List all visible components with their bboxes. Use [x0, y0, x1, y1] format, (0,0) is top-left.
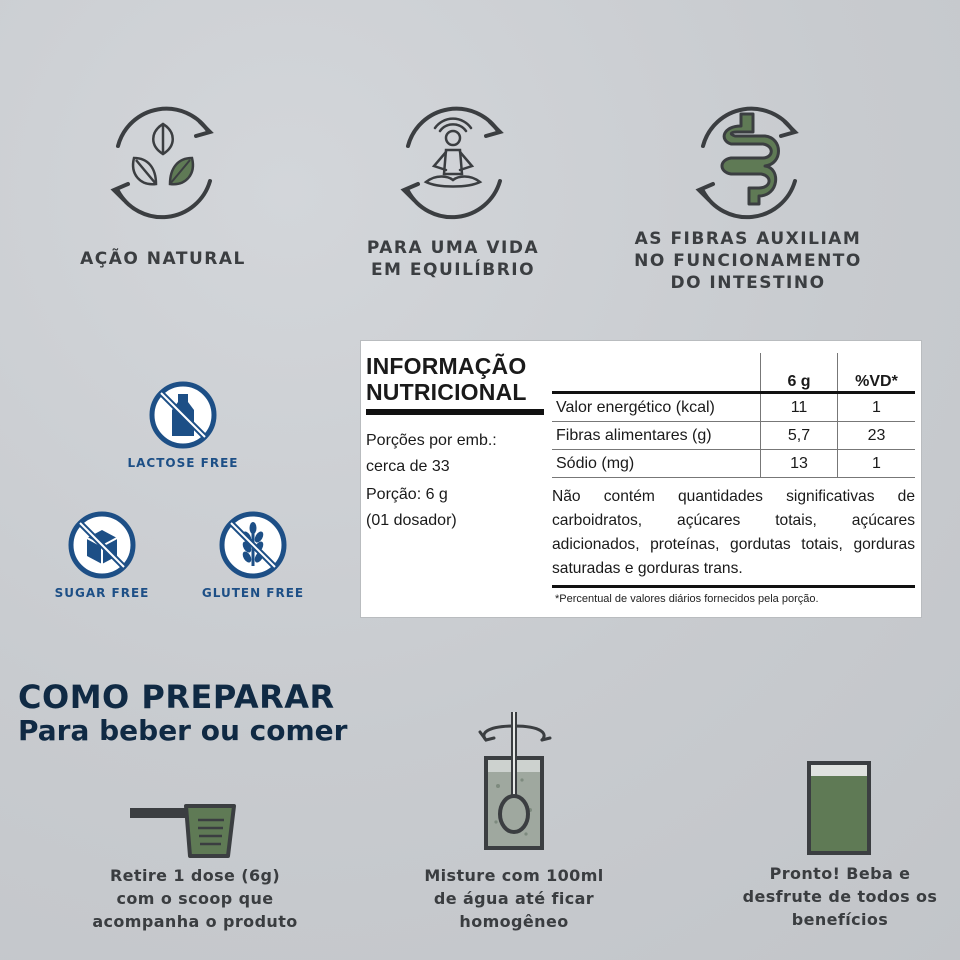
- servings-per-pack-value: cerca de 33: [366, 458, 450, 475]
- sugar-free-label: SUGAR FREE: [54, 586, 150, 600]
- nutrition-facts-panel: [360, 340, 922, 618]
- servings-per-pack-label: Porções por emb.:: [366, 432, 497, 449]
- step-text-line: Pronto! Beba e: [769, 864, 911, 883]
- leaves-cycle-icon: [98, 96, 228, 226]
- benefit-label-line: PARA UMA VIDA: [366, 238, 540, 258]
- step-text-line: com o scoop que: [116, 889, 274, 908]
- benefit-label-line: AS FIBRAS AUXILIAM: [634, 229, 862, 249]
- meditation-icon: [388, 96, 518, 226]
- nutrient-name: Sódio (mg): [552, 450, 761, 478]
- step-text-line: desfrute de todos os: [742, 887, 938, 906]
- gluten-free-label: GLUTEN FREE: [201, 586, 305, 600]
- nutrition-title-line: INFORMAÇÃO: [366, 353, 527, 379]
- step-3-text: [726, 862, 954, 931]
- nutrient-dv: 1: [838, 393, 916, 422]
- step-text-line: de água até ficar: [433, 889, 595, 908]
- title-divider: [366, 409, 544, 415]
- nutrient-amount: 13: [761, 450, 838, 478]
- table-row: [552, 393, 915, 422]
- nutrient-dv: 23: [838, 422, 916, 450]
- step-1-text: [70, 864, 320, 933]
- benefit-label-balance: [348, 237, 558, 281]
- benefit-label-line: DO INTESTINO: [670, 273, 826, 293]
- step-2-text: [396, 864, 632, 933]
- step-text-line: Misture com 100ml: [424, 866, 604, 885]
- prepare-title: COMO PREPARAR: [18, 678, 335, 716]
- sugar-free-icon: [67, 510, 137, 580]
- nutrient-name: Fibras alimentares (g): [552, 422, 761, 450]
- lactose-free-label: LACTOSE FREE: [127, 456, 239, 470]
- intestine-icon: [683, 96, 813, 226]
- step-text-line: acompanha o produto: [92, 912, 298, 931]
- nutrition-footnote: *Percentual de valores diários fornecidos pela porção.: [555, 593, 819, 605]
- table-row: [552, 422, 915, 450]
- column-header-dv: %VD*: [838, 353, 916, 393]
- nutrition-table-header: [552, 353, 915, 393]
- footnote-divider: [552, 585, 915, 588]
- gluten-free-icon: [218, 510, 288, 580]
- prepare-subtitle: Para beber ou comer: [18, 714, 348, 747]
- nutrition-title: [366, 353, 527, 405]
- nutrient-dv: 1: [838, 450, 916, 478]
- benefit-label-natural: [73, 248, 253, 270]
- nutrition-table: [552, 353, 915, 478]
- benefit-label-line: AÇÃO NATURAL: [80, 249, 246, 269]
- step-text-line: Retire 1 dose (6g): [109, 866, 281, 885]
- lactose-free-icon: [148, 380, 218, 450]
- benefit-label-fibers: [620, 228, 876, 294]
- nutrient-name: Valor energético (kcal): [552, 393, 761, 422]
- nutrition-title-line: NUTRICIONAL: [366, 379, 527, 405]
- full-glass-icon: [806, 760, 872, 856]
- benefit-label-line: NO FUNCIONAMENTO: [634, 251, 862, 271]
- scoop-icon: [128, 800, 238, 860]
- nutrient-amount: 5,7: [761, 422, 838, 450]
- stirring-glass-icon: [472, 710, 556, 852]
- serving-measure: (01 dosador): [366, 512, 457, 529]
- step-text-line: benefícios: [791, 910, 889, 929]
- table-row: [552, 450, 915, 478]
- serving-size: Porção: 6 g: [366, 486, 448, 503]
- step-text-line: homogêneo: [459, 912, 569, 931]
- column-header-amount: 6 g: [761, 353, 838, 393]
- nutrition-note: Não contém quantidades significativas de carboidratos, açúcares totais, açúcares adicionados, proteínas, gordutas totais, gorduras saturadas e gorduras trans.: [552, 488, 915, 577]
- benefit-label-line: EM EQUILÍBRIO: [370, 260, 536, 280]
- nutrient-amount: 11: [761, 393, 838, 422]
